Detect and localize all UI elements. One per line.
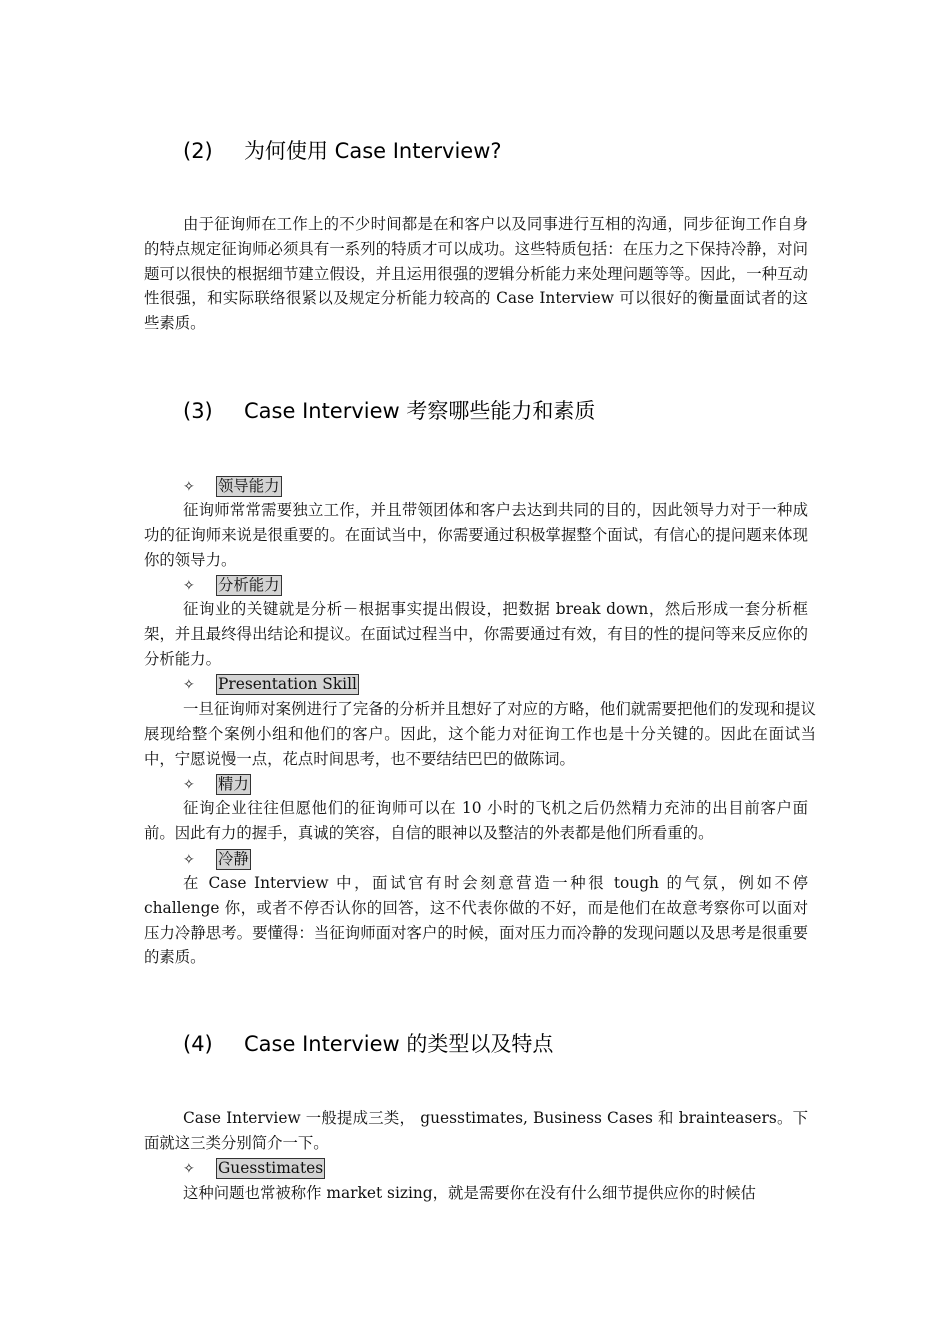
four-point-star-icon: ✧: [183, 852, 195, 868]
four-point-star-icon: ✧: [183, 578, 195, 594]
bullet-presentation: [183, 673, 359, 695]
section-3-heading: [183, 396, 595, 426]
four-point-star-icon: ✧: [183, 677, 195, 693]
bullet-label: 冷静: [218, 850, 249, 868]
section-number: (4): [183, 1032, 213, 1056]
bullet-label: 分析能力: [218, 576, 280, 594]
section-title: Case Interview 的类型以及特点: [244, 1032, 554, 1056]
bullet-label: Guesstimates: [218, 1159, 324, 1177]
four-point-star-icon: ✧: [183, 1161, 195, 1177]
energy-paragraph: 征询企业往往但愿他们的征询师可以在 10 小时的飞机之后仍然精力充沛的出目前客户面前。因此有力的握手，真诚的笑容，自信的眼神以及整洁的外表都是他们所看重的。: [144, 799, 808, 842]
section-number: (3): [183, 399, 213, 423]
bullet-label: Presentation Skill: [218, 675, 357, 693]
section-number: (2): [183, 139, 213, 163]
section-2-paragraph: 由于征询师在工作上的不少时间都是在和客户以及同事进行互相的沟通，同步征询工作自身的特点规定征询师必须具有一系列的特质才可以成功。这些特质包括：在压力之下保持冷静，对问题可以很快的根据细节建立假设，并且运用很强的逻辑分析能力来处理问题等等。因此，一种互动性很强，和实际联络很紧以及规定分析能力较高的 Case Interview 可以很好的衡量面试者的这些素质。: [144, 215, 808, 333]
four-point-star-icon: ✧: [183, 777, 195, 793]
bullet-energy: [183, 773, 251, 795]
bullet-leadership: [183, 475, 282, 497]
calm-paragraph: 在 Case Interview 中，面试官有时会刻意营造一种很 tough 的气氛，例如不停 challenge 你，或者不停否认你的回答，这不代表你做的不好，而是他们在故意考察你可以面对压力冷静思考。要懂得：当征询师面对客户的时候，面对压力而冷静的发现问题以及思考是很重要的素质。: [144, 874, 808, 967]
section-title: 为何使用 Case Interview?: [244, 139, 502, 163]
bullet-analysis: [183, 574, 282, 596]
bullet-guesstimates: [183, 1157, 325, 1179]
four-point-star-icon: ✧: [183, 479, 195, 495]
leadership-paragraph: 征询师常常需要独立工作，并且带领团体和客户去达到共同的目的，因此领导力对于一种成功的征询师来说是很重要的。在面试当中，你需要通过积极掌握整个面试，有信心的提问题来体现你的领导力。: [144, 501, 808, 569]
analysis-paragraph: 征询业的关键就是分析－根据事实提出假设，把数据 break down，然后形成一套分析框架，并且最终得出结论和提议。在面试过程当中，你需要通过有效，有目的性的提问等来反应你的分析能力。: [144, 600, 808, 668]
bullet-label: 领导能力: [218, 477, 280, 495]
guesstimates-paragraph: 这种问题也常被称作 market sizing，就是需要你在没有什么细节提供应你的时候估: [183, 1184, 756, 1202]
bullet-calm: [183, 848, 251, 870]
presentation-paragraph: 一旦征询师对案例进行了完备的分析并且想好了对应的方略，他们就需要把他们的发现和提议展现给整个案例小组和他们的客户。因此，这个能力对征询工作也是十分关键的。因此在面试当中，宁愿说慢一点，花点时间思考，也不要结结巴巴的做陈词。: [144, 700, 816, 768]
section-4-paragraph: Case Interview 一般提成三类， guesstimates, Business Cases 和 brainteasers。下面就这三类分别简介一下。: [144, 1109, 808, 1152]
section-4-heading: [183, 1029, 553, 1059]
section-2-heading: [183, 136, 502, 166]
bullet-label: 精力: [218, 775, 249, 793]
section-title: Case Interview 考察哪些能力和素质: [244, 399, 596, 423]
